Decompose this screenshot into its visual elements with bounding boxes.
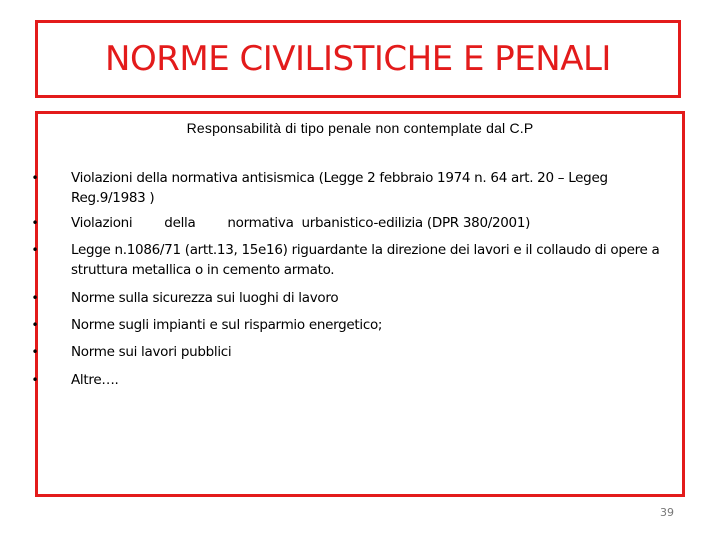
title-box [35, 20, 681, 98]
bullet-text: Norme sulla sicurezza sui luoghi di lavoro [71, 290, 339, 306]
bullet-text: Violazioni della normativa antisismica (Legge 2 febbraio 1974 n. 64 art. 20 – Legeg Reg.9/1983 ) [71, 170, 608, 206]
content-box [31, 111, 685, 497]
bullet-text: Legge n.1086/71 (artt.13, 15e16) riguardante la direzione dei lavori e il collaudo di opere a struttura metallica o in cemento armato. [71, 242, 660, 278]
bullet-marker: • [31, 216, 39, 230]
bullet-text: Norme sugli impianti e sul risparmio energetico; [71, 317, 383, 333]
bullet-text: Altre…. [71, 372, 119, 388]
bullet-marker: • [31, 318, 39, 332]
slide-subtitle: Responsabilità di tipo penale non contemplate dal C.P [186, 120, 534, 136]
bullet-marker: • [31, 291, 39, 305]
page-number: 39 [660, 506, 674, 519]
bullet-text: Norme sui lavori pubblici [71, 344, 232, 360]
bullet-marker: • [31, 243, 39, 257]
bullet-text: Violazioni della normativa urbanistico-edilizia (DPR 380/2001) [71, 215, 531, 231]
bullet-marker: • [31, 345, 39, 359]
bullet-marker: • [31, 171, 39, 185]
bullet-marker: • [31, 373, 39, 387]
slide-title: NORME CIVILISTICHE E PENALI [105, 39, 611, 79]
